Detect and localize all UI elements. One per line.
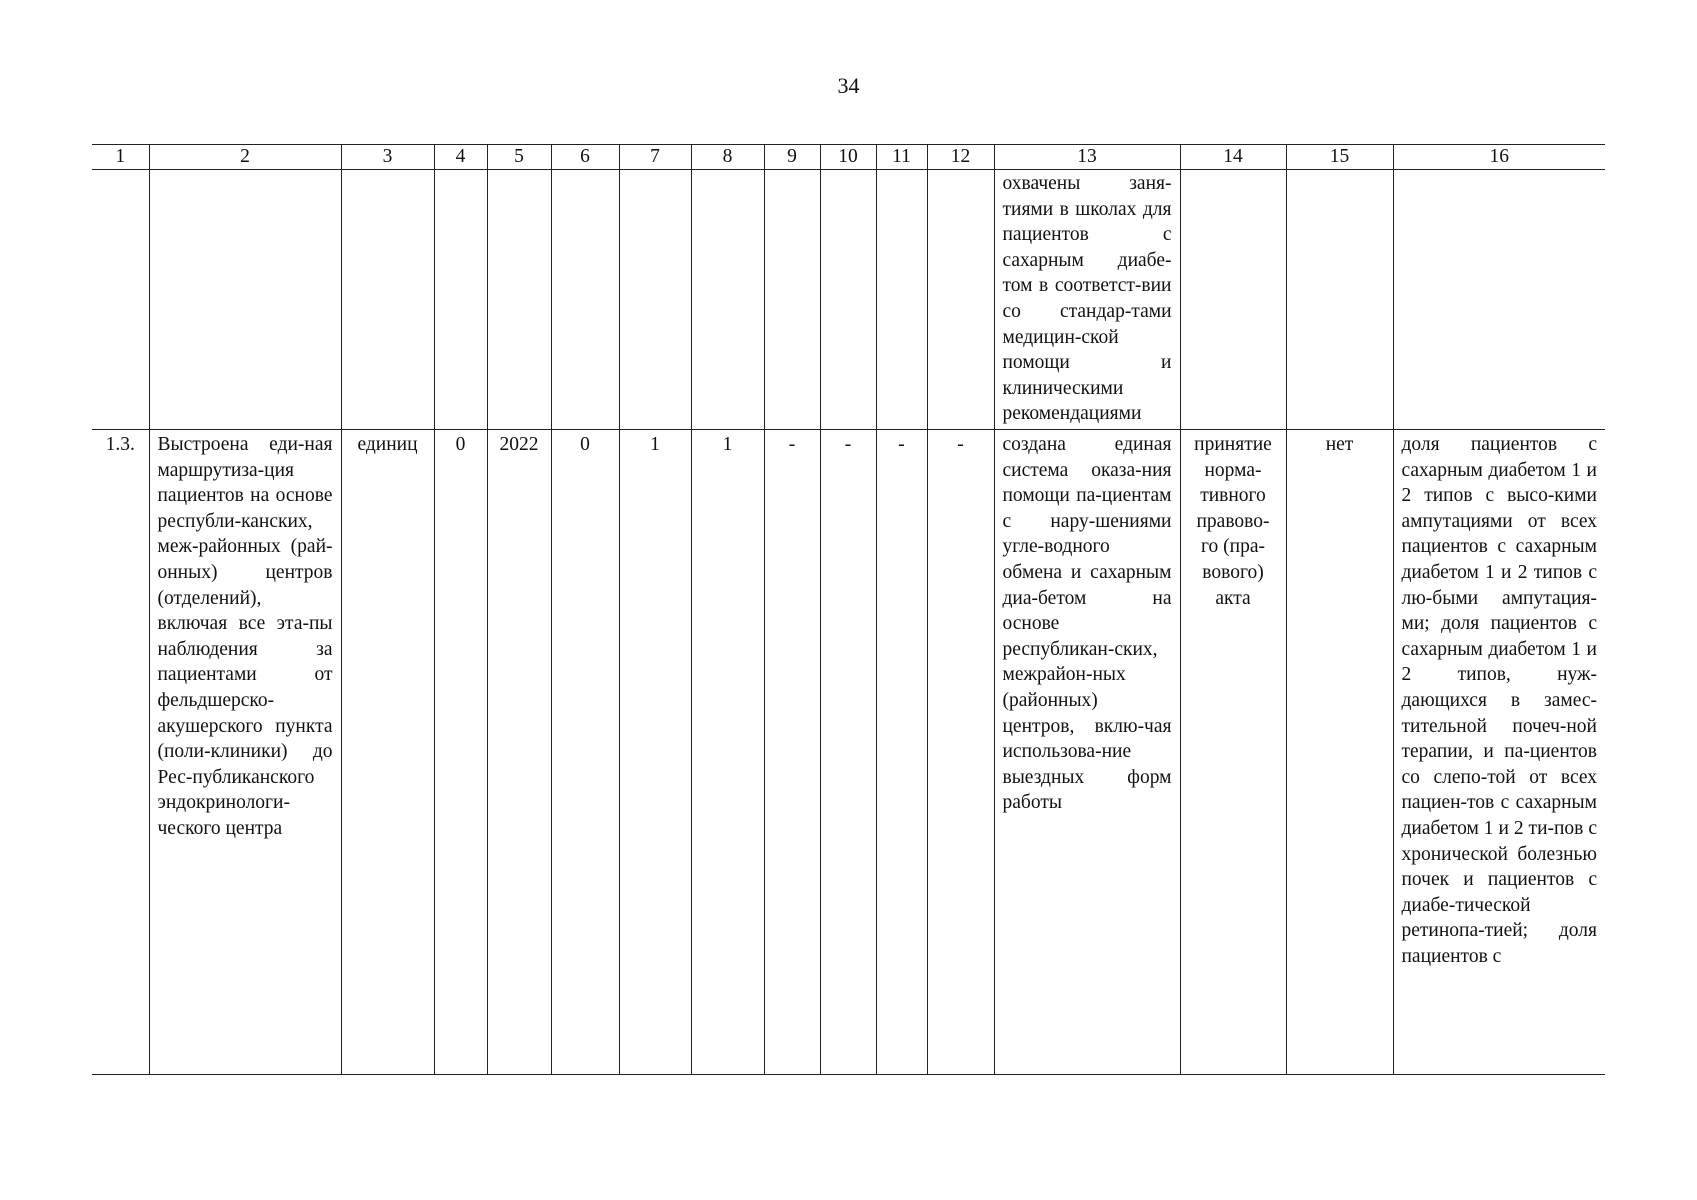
- cell-empty: [149, 170, 341, 430]
- cell-result-type: принятие норма-тивного правово-го (пра-вового) акта: [1180, 430, 1286, 1075]
- column-number-row: [92, 145, 1605, 170]
- column-header-9: 9: [764, 145, 820, 170]
- cell-empty: [927, 170, 994, 430]
- column-header-10: 10: [820, 145, 876, 170]
- cell-empty: [764, 170, 820, 430]
- cell-empty: [434, 170, 487, 430]
- column-header-8: 8: [691, 145, 764, 170]
- cell-value-col9: -: [764, 430, 820, 1075]
- cell-empty: [1286, 170, 1393, 430]
- cell-unit: единиц: [341, 430, 434, 1075]
- cell-empty: [551, 170, 619, 430]
- cell-result-continuation: охвачены заня-тиями в школах для пациентов с сахарным диабе-том в соответст-вии со стандар-тами медицин-ской помощи и клиническими рекомендациями: [994, 170, 1180, 430]
- cell-task-description: Выстроена еди-ная маршрутиза-ция пациентов на основе республи-канских, меж-районных (рай-онных) центров (отделений), включая все эта-пы наблюдения за пациентами от фельдшерско-акушерского пункта (поли-клиники) до Рес-публиканского эндокринологи-ческого центра: [149, 430, 341, 1075]
- cell-value-col7: 1: [619, 430, 691, 1075]
- cell-base-year: 2022: [487, 430, 551, 1075]
- column-header-6: 6: [551, 145, 619, 170]
- cell-empty: [487, 170, 551, 430]
- column-header-13: 13: [994, 145, 1180, 170]
- cell-value-col8: 1: [691, 430, 764, 1075]
- column-header-16: 16: [1393, 145, 1605, 170]
- cell-empty: [1393, 170, 1605, 430]
- cell-value-col10: -: [820, 430, 876, 1075]
- cell-empty: [619, 170, 691, 430]
- cell-empty: [341, 170, 434, 430]
- column-header-11: 11: [876, 145, 927, 170]
- column-header-1: 1: [92, 145, 149, 170]
- column-header-14: 14: [1180, 145, 1286, 170]
- cell-indicators: доля пациентов с сахарным диабетом 1 и 2 типов с высо-кими ампутациями от всех пациентов с сахарным диабетом 1 и 2 типов с лю-быми ампутация-ми; доля пациентов с сахарным диабетом 1 и 2 типов, нуж-дающихся в замес-тительной почеч-ной терапии, и па-циентов со слепо-той от всех пациен-тов с сахарным диабетом 1 и 2 ти-пов с хронической болезнью почек и пациентов с диабе-тической ретинопа-тией; доля пациентов с: [1393, 430, 1605, 1075]
- cell-result-flag: нет: [1286, 430, 1393, 1075]
- cell-empty: [92, 170, 149, 430]
- cell-number: 1.3.: [92, 430, 149, 1075]
- column-header-5: 5: [487, 145, 551, 170]
- cell-value-col12: -: [927, 430, 994, 1075]
- cell-empty: [1180, 170, 1286, 430]
- cell-value-col11: -: [876, 430, 927, 1075]
- cell-value-col6: 0: [551, 430, 619, 1075]
- indicator-table: [92, 144, 1605, 1075]
- cell-result-description: создана единая система оказа-ния помощи па-циентам с нару-шениями угле-водного обмена и сахарным диа-бетом на основе республикан-ских, межрайон-ных (районных) центров, вклю-чая использова-ние выездных форм работы: [994, 430, 1180, 1075]
- cell-base-value: 0: [434, 430, 487, 1075]
- column-header-2: 2: [149, 145, 341, 170]
- cell-empty: [691, 170, 764, 430]
- cell-empty: [876, 170, 927, 430]
- column-header-4: 4: [434, 145, 487, 170]
- column-header-12: 12: [927, 145, 994, 170]
- table-row-1-3: [92, 430, 1605, 1075]
- cell-empty: [820, 170, 876, 430]
- column-header-15: 15: [1286, 145, 1393, 170]
- table-row-continuation: [92, 170, 1605, 430]
- column-header-7: 7: [619, 145, 691, 170]
- page-number: 34: [837, 73, 860, 98]
- column-header-3: 3: [341, 145, 434, 170]
